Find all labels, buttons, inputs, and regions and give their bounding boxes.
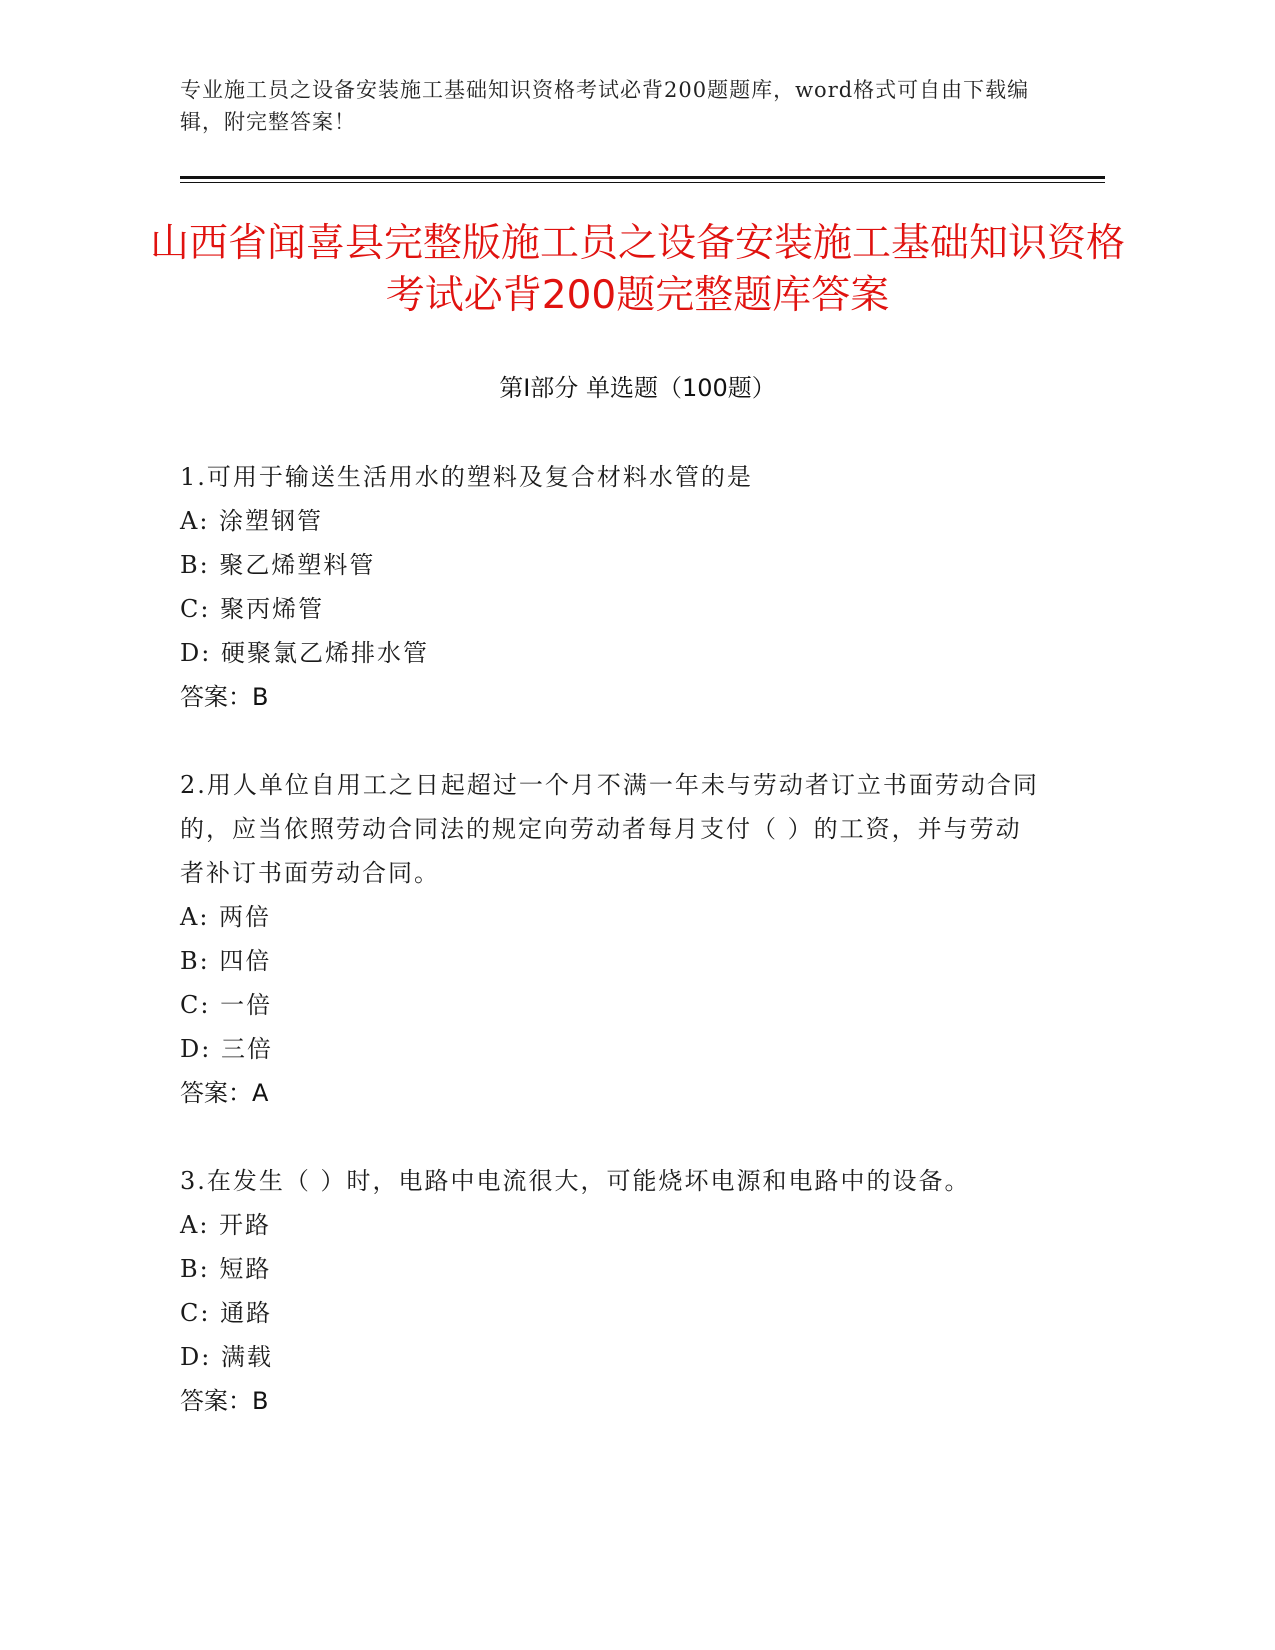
question-list bbox=[180, 455, 1040, 1467]
option-c: C: 一倍 bbox=[180, 991, 273, 1019]
section-title: 第I部分 单选题（100题） bbox=[499, 374, 776, 402]
header-rule-thick bbox=[180, 176, 1105, 179]
option-a: A: 开路 bbox=[180, 1211, 272, 1239]
question-stem: 3.在发生（ ）时，电路中电流很大，可能烧坏电源和电路中的设备。 bbox=[180, 1167, 971, 1195]
option-b: B: 四倍 bbox=[180, 947, 272, 975]
option-a: A: 两倍 bbox=[180, 903, 272, 931]
option-b: B: 聚乙烯塑料管 bbox=[180, 551, 376, 579]
option-a: A: 涂塑钢管 bbox=[180, 507, 324, 535]
answer: 答案：B bbox=[180, 1387, 269, 1415]
option-c: C: 聚丙烯管 bbox=[180, 595, 325, 623]
question-1 bbox=[180, 455, 1040, 719]
option-b: B: 短路 bbox=[180, 1255, 272, 1283]
document-title: 山西省闻喜县完整版施工员之设备安装施工基础知识资格考试必背200题完整题库答案 bbox=[150, 221, 1126, 318]
option-d: D: 三倍 bbox=[180, 1035, 273, 1063]
question-3 bbox=[180, 1159, 1040, 1423]
question-stem: 1.可用于输送生活用水的塑料及复合材料水管的是 bbox=[180, 463, 753, 491]
header-note: 专业施工员之设备安装施工基础知识资格考试必背200题题库，word格式可自由下载编辑，附完整答案！ bbox=[180, 78, 1030, 134]
option-d: D: 满载 bbox=[180, 1343, 273, 1371]
option-d: D: 硬聚氯乙烯排水管 bbox=[180, 639, 429, 667]
question-2 bbox=[180, 763, 1040, 1115]
answer: 答案：A bbox=[180, 1079, 269, 1107]
header-rule-thin bbox=[180, 182, 1105, 183]
answer: 答案：B bbox=[180, 683, 269, 711]
question-stem: 2.用人单位自用工之日起超过一个月不满一年未与劳动者订立书面劳动合同的，应当依照劳动合同法的规定向劳动者每月支付（ ）的工资，并与劳动者补订书面劳动合同。 bbox=[180, 771, 1039, 887]
option-c: C: 通路 bbox=[180, 1299, 273, 1327]
